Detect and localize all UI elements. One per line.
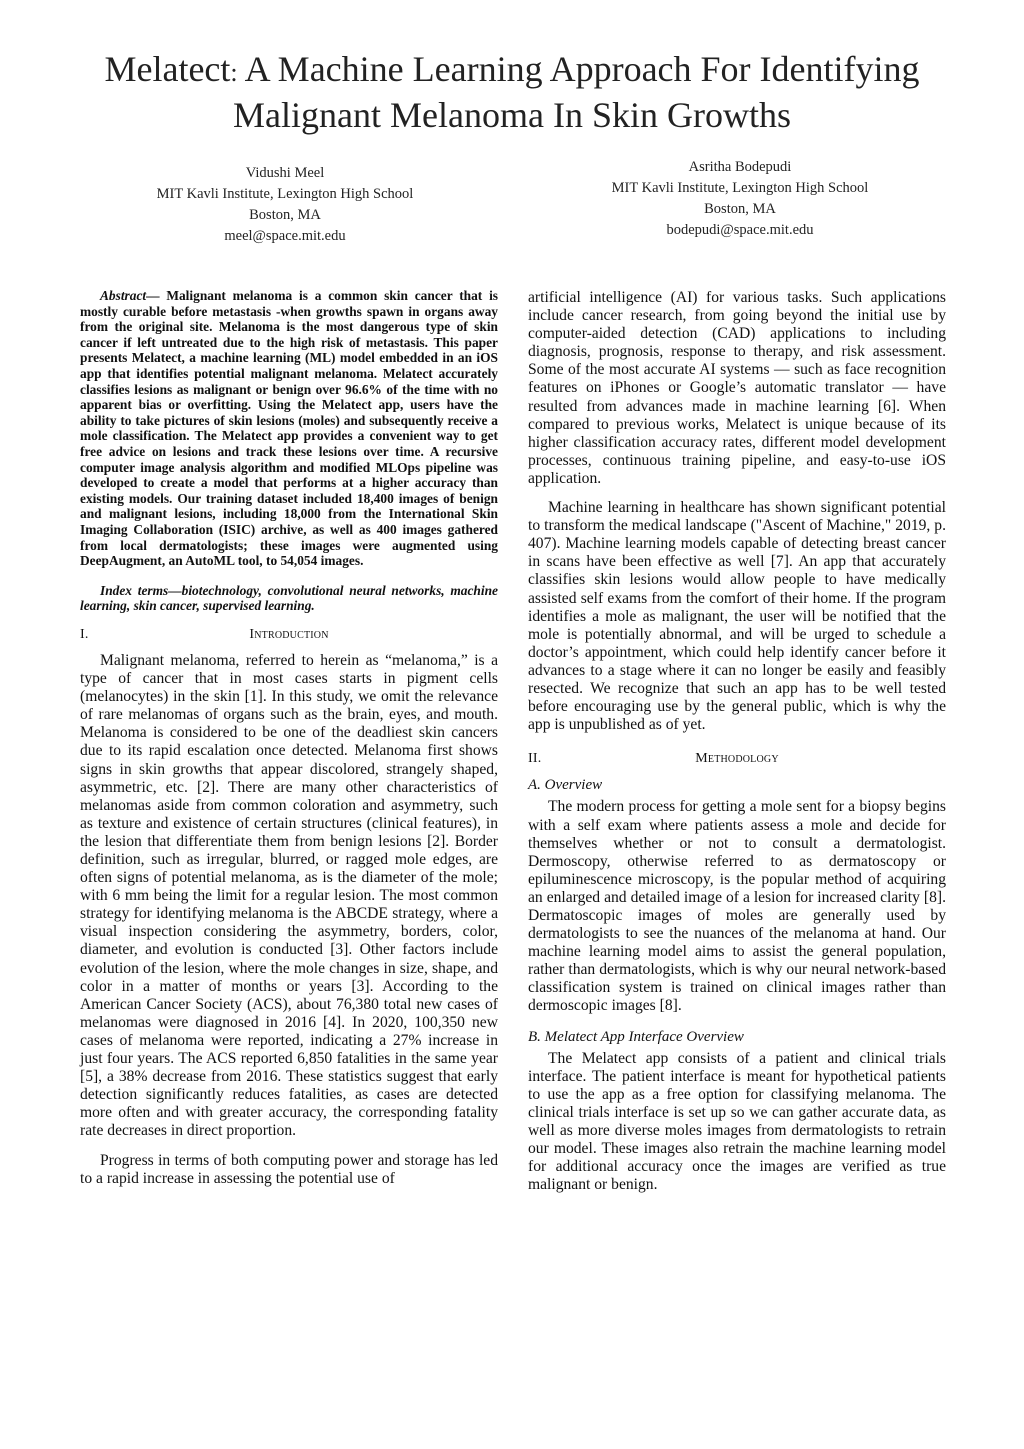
author-email: meel@space.mit.edu: [224, 228, 346, 244]
intro-paragraph-2: Progress in terms of both computing power and storage has led to a rapid increase in assessing the potential use of: [80, 1151, 498, 1187]
abstract-text: Malignant melanoma is a common skin cancer that is mostly curable before metastasis -when growths spawn in organs away from the original site. Melanoma is the most dangerous type of skin cancer if left untreated due to the high risk of metastasis. This paper presents Melatect, a machine learning (ML) model embedded in an iOS app that identifies potential malignant melanoma. Melatect accurately classifies lesions as malignant or benign over 96.6% of the time with no apparent bias or overfitting. Using the Melatect app, users have the ability to take pictures of skin lesions (moles) and subsequently receive a mole classification. The Melatect app provides a convenient way to get free advice on lesions and track these lesions over time. A recursive computer image analysis algorithm and modified MLOps pipeline was developed to create a model that performs at a higher accuracy than existing models. Our training dataset included 18,400 images of benign and malignant lesions, including 18,000 from the International Skin Imaging Collaboration (ISIC) archive, as well as 400 images gathered from local dermatologists; these images were augmented using DeepAugment, an AutoML tool, to 54,054 images.: [80, 288, 498, 569]
abstract: [80, 288, 498, 569]
author-affiliation: MIT Kavli Institute, Lexington High School: [156, 186, 414, 202]
paper-title: [60, 48, 964, 136]
author-block-1: [120, 163, 450, 247]
author-email: bodepudi@space.mit.edu: [666, 222, 814, 238]
index-terms: Index terms—biotechnology, convolutional neural networks, machine learning, skin cancer, supervised learning.: [80, 582, 498, 614]
title-rest: A Machine Learning Approach For Identifying: [237, 49, 920, 89]
section-heading-introduction: [80, 626, 498, 644]
title-colon: :: [230, 58, 238, 87]
abstract-lead: Abstract: [100, 288, 147, 303]
author-name: Asritha Bodepudi: [688, 159, 792, 175]
title-prefix: Melatect: [104, 49, 231, 89]
author-location: Boston, MA: [704, 201, 776, 217]
overview-paragraph: The modern process for getting a mole sent for a biopsy begins with a self exam where patients assess a mole and decide for themselves whether or not to consult a dermatologist. Dermoscopy, otherwise referred to as dermatoscopy or epiluminescence microscopy, is the popular method of acquiring an enlarged and detailed image of a lesion for increased clarity [8]. Dermatoscopic images of moles are generally used by dermatologists to see the nuances of the melanoma at hand. Our machine learning model aims to assist the general population, rather than dermatologists, which is why our neural network-based classification system is trained on clinical images rather than dermoscopic images [8].: [528, 798, 946, 1015]
intro-paragraph-2-continued: artificial intelligence (AI) for various tasks. Such applications include cancer research, from going beyond the initial use by computer-aided detection (CAD) applications to including diagnosis, prognosis, response to therapy, and risk assessment. Some of the most accurate AI systems — such as face recognition features on iPhones or Google’s automatic translator — have resulted from advances made in machine learning [6]. When compared to previous works, Melatect is unique because of its higher classification accuracy rates, different model development processes, continuous training pipeline, and easy-to-use iOS application.: [528, 289, 946, 487]
subsection-heading-app-interface: B. Melatect App Interface Overview: [528, 1028, 744, 1045]
right-column: [528, 289, 946, 1194]
intro-paragraph-1: Malignant melanoma, referred to herein as “melanoma,” is a type of cancer that in most cases starts in pigment cells (melanocytes) in the skin [1]. In this study, we omit the relevance of rare melanomas of organs such as the brain, eyes, and mouth. Melanoma is considered to be one of the deadliest skin cancers due to its rapid escalation once detected. Melanoma first shows signs in skin growths that appear discolored, strangely shaped, asymmetric, etc. [2]. There are many other characteristics of melanomas aside from common coloration and asymmetry, such as texture and existence of certain structures (clinical features), in the lesion that differentiate them from benign lesions [2]. Border definition, such as irregular, blurred, or ragged mole edges, are often signs of potential melanoma, as is the diameter of the mole; with 6 mm being the limit for a regular lesion. The most common strategy for identifying melanoma is the ABCDE strategy, where a visual inspection considering the asymmetry, borders, color, diameter, and evolution is conducted [3]. Other factors include evolution of the lesion, where the mole changes in size, shape, and color in a matter of months or years [3]. According to the American Cancer Society (ACS), about 76,380 total new cases of melanomas were diagnosed in 2016 [4]. In 2020, 100,350 new cases of melanoma were reported, indicating a 27% increase in just four years. The ACS reported 6,850 fatalities in the same year [5], a 38% decrease from 2016. These statistics suggest that early detection significantly reduces fatalities, as cases are detected more often and with greater accuracy, the corresponding fatality rate decreases in direct proportion.: [80, 651, 498, 1140]
left-column: [80, 288, 498, 1188]
author-location: Boston, MA: [249, 207, 321, 223]
author-block-2: [575, 157, 905, 241]
intro-paragraph-3: Machine learning in healthcare has shown significant potential to transform the medical landscape ("Ascent of Machine," 2019, p. 407). Machine learning models capable of detecting breast cancer in scans have been effective as well [7]. An app that accurately classifies skin lesions would allow people to have medically assisted self exams from the comfort of their home. If the program identifies a mole as malignant, the user will be notified that the mole is potentially abnormal, and will be urged to schedule a doctor’s appointment, which could help identify cancer before it advances to a stage where it can no longer be easily and feasibly resected. We recognize that such an app has to be well tested before encouraging use by the general public, which is why the app is unpublished as of yet.: [528, 499, 946, 734]
section-heading-methodology: [528, 750, 946, 768]
title-line2: Malignant Melanoma In Skin Growths: [233, 95, 791, 135]
app-interface-paragraph: The Melatect app consists of a patient and clinical trials interface. The patient interface is meant for hypothetical patients to use the app as a free option for classifying melanoma. The clinical trials interface is set up so we can gather accurate data, as well as more diverse moles images from dermatologists to retrain our model. These images also retrain the machine learning model for additional accuracy once the images are verified as true malignant or benign.: [528, 1049, 946, 1194]
author-affiliation: MIT Kavli Institute, Lexington High School: [611, 180, 869, 196]
section-title: Introduction: [249, 626, 329, 642]
subsection-heading-overview: A. Overview: [528, 777, 603, 794]
section-number: I.: [80, 626, 89, 642]
author-name: Vidushi Meel: [245, 165, 325, 181]
abstract-dash: —: [146, 288, 167, 303]
section-title: Methodology: [695, 751, 779, 767]
section-number: II.: [528, 751, 542, 767]
